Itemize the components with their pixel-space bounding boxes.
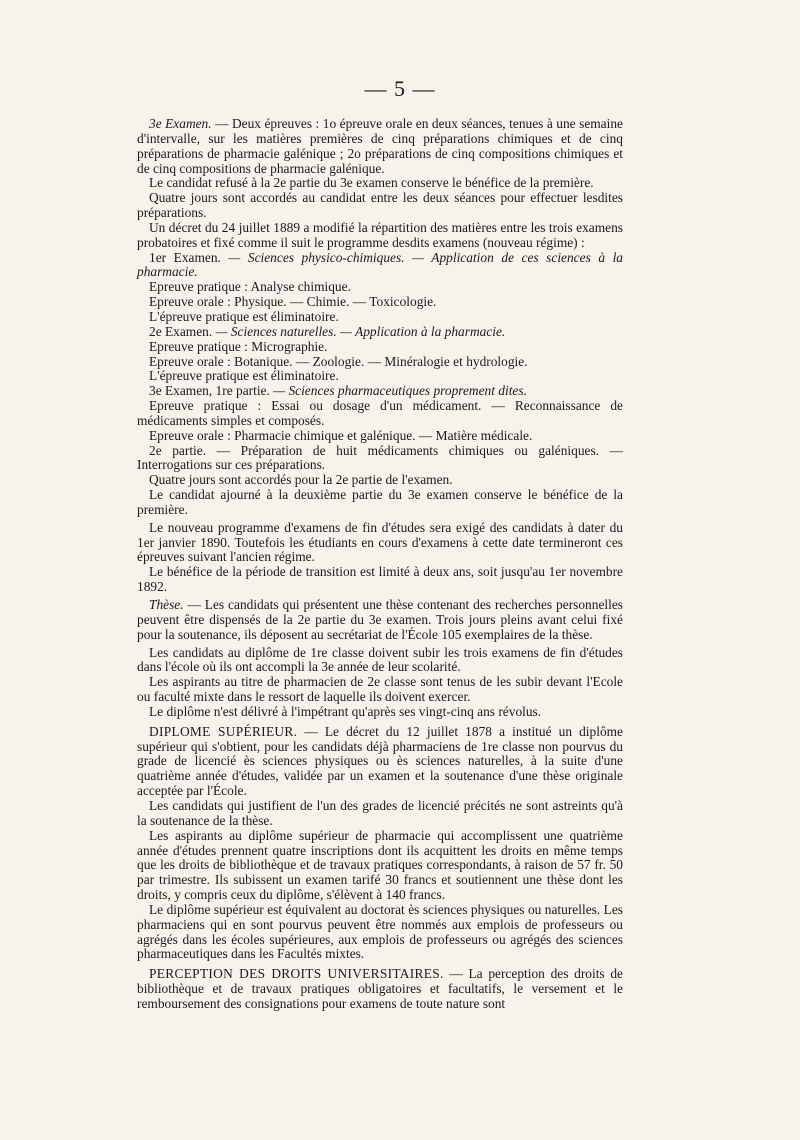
paragraph-quatre-jours-2: Quatre jours sont accordés pour la 2e partie de l'examen.	[149, 472, 453, 488]
paragraph-licencie: Les candidats qui justifient de l'un des grades de licencié précités ne sont astreints qu'à la soutenance de la thèse.	[137, 797, 623, 828]
regime-examen-2-pratique: Epreuve pratique : Micrographie.	[149, 338, 328, 354]
regime-examen-2-eliminatoire: L'épreuve pratique est éliminatoire.	[149, 368, 339, 384]
regime-examen-2-orale: Epreuve orale : Botanique. — Zoologie. — Minéralogie et hydrologie.	[149, 353, 528, 369]
page-number: — 5 —	[364, 76, 436, 101]
paragraph-candidat-refuse: Le candidat refusé à la 2e partie du 3e examen conserve le bénéfice de la première.	[149, 175, 594, 191]
regime-examen-3-orale: Epreuve orale : Pharmacie chimique et galénique. — Matière médicale.	[149, 427, 533, 443]
paragraph-decret-1889: Un décret du 24 juillet 1889 a modifié la répartition des matières entre les trois examens probatoires et fixé comme il suit le programme desdits examens (nouveau régime) :	[137, 219, 623, 250]
paragraph-aspirants-superieur: Les aspirants au diplôme supérieur de pharmacie qui accomplissent une quatrième année d'études prennent quatre inscriptions dont ils acquittent les droits en même temps que les droits de bibliothèque et de travaux pratiques correspondants, à raison de 57 fr. 50 par trimestre. Ils subissent un examen tarifé 30 francs et soutiennent une thèse dont les droits, y compris ceux du diplôme, s'élèvent à 140 francs.	[137, 827, 623, 903]
regime-examen-2	[137, 325, 623, 340]
perception-text: — La perception des droits de bibliothèque et de travaux pratiques obligatoires et facultatifs, le versement et le remboursement des consignations pour examens de toute nature sont	[137, 966, 623, 1011]
regime-examen-2-text: — Sciences naturelles. — Application à la pharmacie.	[212, 323, 506, 339]
diplome-superieur-heading: DIPLOME SUPÉRIEUR.	[149, 723, 298, 739]
regime-examen-1-text: — Sciences physico-chimiques. — Application de ces sciences à la pharmacie.	[137, 249, 623, 280]
these-label: Thèse.	[149, 597, 184, 612]
examen-3-text: — Deux épreuves : 1o épreuve orale en deux séances, tenues à une semaine d'intervalle, sur les matières premières de cinq préparations chimiques et de cinq préparations de pharmacie galénique ; 2o préparations de cinq compositions chimiques et de cinq compositions de pharmacie galénique.	[137, 116, 623, 176]
regime-examen-3-partie-2: 2e partie. — Préparation de huit médicaments chimiques ou galéniques. — Interrogations sur ces préparations.	[137, 442, 623, 473]
regime-examen-1-pratique: Epreuve pratique : Analyse chimique.	[149, 279, 351, 295]
these-text: — Les candidats qui présentent une thèse contenant des recherches personnelles peuvent être dispensés de la 2e partie du 3e examen. Trois jours pleins avant celui fixé pour la soutenance, ils déposent au secrétariat de l'École 105 exemplaires de la thèse.	[137, 597, 623, 642]
paragraph-these	[137, 598, 623, 643]
paragraph-equivalence-doctorat: Le diplôme supérieur est équivalent au doctorat ès sciences physiques ou naturelles. Les pharmaciens qui en sont pourvus peuvent être nommés aux emplois de professeurs ou agrégés dans les écoles supérieures, aux emplois de professeurs ou agrégés des sciences pharmaceutiques dans les Facultés mixtes.	[137, 901, 623, 962]
paragraph-perception-droits	[137, 967, 623, 1012]
perception-heading: PERCEPTION DES DROITS UNIVERSITAIRES.	[149, 966, 444, 982]
regime-examen-1-orale: Epreuve orale : Physique. — Chimie. — Toxicologie.	[149, 294, 437, 310]
paragraph-diplome-superieur	[137, 725, 623, 799]
examen-3-label: 3e Examen.	[149, 116, 212, 131]
diplome-superieur-text: — Le décret du 12 juillet 1878 a institué un diplôme supérieur qui s'obtient, pour les candidats déjà pharmaciens de 1re classe non pourvus du grade de licencié ès sciences physiques ou ès sciences naturelles, à la suite d'une quatrième année d'études, validée par un examen et la soutenance d'une thèse originale acceptée par l'École.	[137, 723, 623, 799]
regime-examen-3	[137, 384, 623, 399]
regime-examen-1-eliminatoire: L'épreuve pratique est éliminatoire.	[149, 308, 339, 324]
regime-examen-1-label: 1er Examen.	[149, 249, 221, 265]
regime-examen-2-label: 2e Examen.	[149, 323, 213, 339]
paragraph-quatre-jours: Quatre jours sont accordés au candidat entre les deux séances pour effectuer lesdites préparations.	[137, 190, 623, 221]
paragraph-nouveau-programme: Le nouveau programme d'examens de fin d'études sera exigé des candidats à dater du 1er janvier 1890. Toutefois les étudiants en cours d'examens à cette date termineront ces épreuves suivant l'ancien régime.	[137, 519, 623, 565]
paragraph-aspirants-2e-classe: Les aspirants au titre de pharmacien de 2e classe sont tenus de les subir devant l'Ecole ou faculté mixte dans le ressort de laquelle ils doivent exercer.	[137, 674, 623, 705]
regime-examen-3-pratique: Epreuve pratique : Essai ou dosage d'un médicament. — Reconnaissance de médicaments simples et composés.	[137, 398, 623, 428]
body-text	[137, 117, 623, 1012]
paragraph-candidat-ajourne: Le candidat ajourné à la deuxième partie du 3e examen conserve le bénéfice de la première.	[137, 487, 623, 517]
paragraph-diplome-1re-classe: Les candidats au diplôme de 1re classe doivent subir les trois examens de fin d'études dans l'école où ils ont accompli la 3e année de leur scolarité.	[137, 644, 623, 675]
paragraph-diplome-delivre: Le diplôme n'est délivré à l'impétrant qu'après ses vingt-cinq ans révolus.	[149, 703, 542, 719]
regime-examen-3-label: 3e Examen, 1re partie.	[149, 383, 270, 399]
paragraph-periode-transition: Le bénéfice de la période de transition est limité à deux ans, soit jusqu'au 1er novembre 1892.	[137, 564, 623, 595]
regime-examen-1	[137, 251, 623, 281]
paragraph-examen-3	[137, 117, 623, 176]
regime-examen-3-text: — Sciences pharmaceutiques proprement dites.	[269, 383, 527, 399]
